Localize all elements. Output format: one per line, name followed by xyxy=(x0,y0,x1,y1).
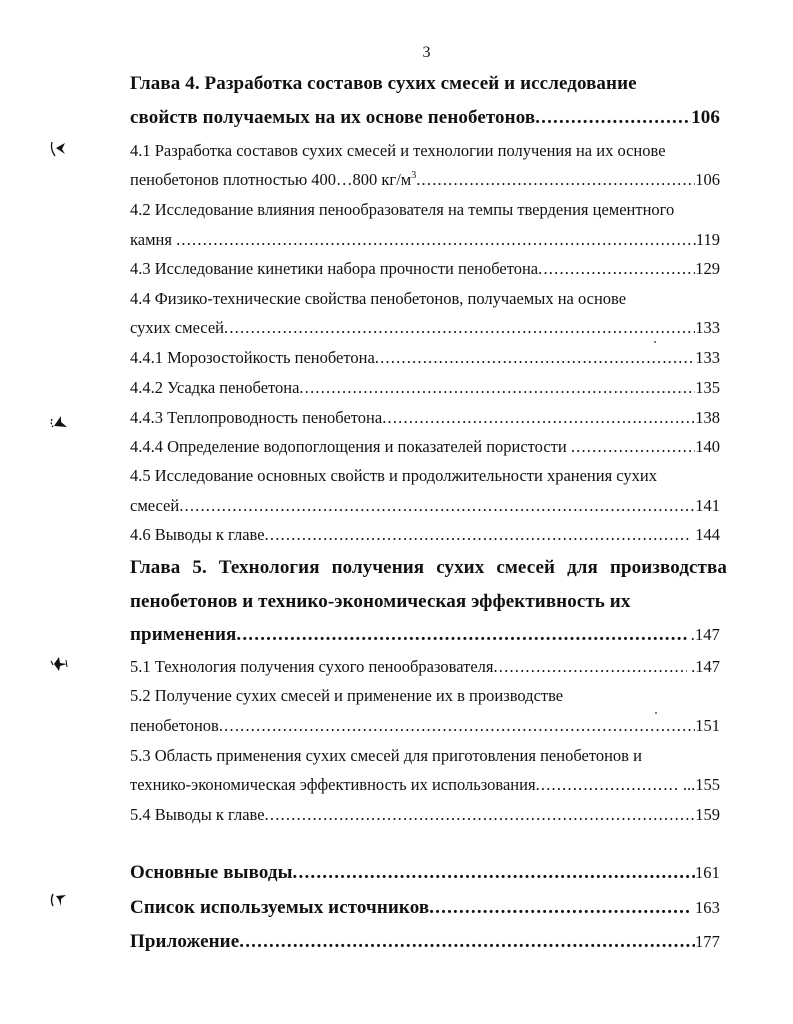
toc-5-3-title-cont: технико-экономическая эффективность их использования xyxy=(130,775,536,794)
toc-4-4-1-title: 4.4.1 Морозостойкость пенобетона xyxy=(130,348,375,367)
chapter-5-entry[interactable] xyxy=(130,624,720,646)
leader-dots xyxy=(416,169,695,191)
toc-5-4-page: 159 xyxy=(695,805,720,824)
toc-4-5-page: 141 xyxy=(695,496,720,515)
chapter-5-word: Технология xyxy=(218,557,320,578)
chapter-5-word: 5. xyxy=(192,557,207,578)
toc-entry-5-2[interactable] xyxy=(130,715,720,737)
leader-dots xyxy=(535,107,691,129)
chapter-5-word: для xyxy=(567,557,598,578)
toc-4-2-line-1 xyxy=(130,199,720,221)
scan-speck xyxy=(655,712,657,714)
chapter-5-page: .147 xyxy=(686,625,720,644)
margin-arrow-mark-icon xyxy=(48,140,70,158)
chapter-5-title-line-1 xyxy=(130,557,727,579)
chapter-4-title-text-2: свойств получаемых на их основе пенобетонов xyxy=(130,107,536,128)
chapter-4-page: 106 xyxy=(691,107,720,128)
toc-4-5-line-1 xyxy=(130,465,720,487)
toc-4-4-title-cont: сухих смесей xyxy=(130,318,224,337)
chapter-4-title-text-1: Глава 4. Разработка составов сухих смесей и исследование xyxy=(130,73,637,94)
toc-5-3-line-1 xyxy=(130,745,720,767)
leader-dots xyxy=(265,804,696,826)
margin-arrow-mark-icon xyxy=(48,413,70,431)
chapter-5-title-text-2: пенобетонов и технико-экономическая эффективность их xyxy=(130,591,631,612)
toc-entry-5-4[interactable] xyxy=(130,804,720,826)
toc-5-1-title: 5.1 Технология получения сухого пенообразователя xyxy=(130,657,494,676)
appendix-page: 177 xyxy=(694,932,720,951)
toc-entry-4-1[interactable] xyxy=(130,169,720,191)
toc-4-1-title-cont xyxy=(130,169,416,191)
toc-5-2-line-1 xyxy=(130,685,720,707)
leader-dots xyxy=(375,347,695,369)
toc-entry-4-2[interactable] xyxy=(130,229,720,251)
toc-4-2-title-cont: камня xyxy=(130,230,177,249)
toc-entry-4-4-4[interactable] xyxy=(130,436,720,458)
leader-dots xyxy=(224,317,695,339)
leader-dots xyxy=(179,495,695,517)
leader-dots xyxy=(536,774,679,796)
chapter-5-word: производства xyxy=(609,557,727,578)
toc-4-2-page: 119 xyxy=(695,230,720,249)
toc-4-4-2-page: 135 xyxy=(695,378,720,397)
toc-4-4-3-page: 138 xyxy=(695,408,720,427)
chapter-4-entry[interactable] xyxy=(130,107,720,129)
leader-dots xyxy=(538,258,695,280)
chapter-5-title-line-2 xyxy=(130,591,720,613)
toc-5-2-page: 151 xyxy=(695,716,720,735)
leader-dots xyxy=(299,377,695,399)
toc-entry-references[interactable] xyxy=(130,897,720,919)
leader-dots xyxy=(219,715,695,737)
toc-4-4-4-page: 140 xyxy=(695,437,720,456)
toc-5-3-page: ...155 xyxy=(678,775,720,794)
leader-dots xyxy=(293,862,695,884)
toc-entry-4-6[interactable] xyxy=(130,524,720,546)
page-number: 3 xyxy=(422,44,431,61)
toc-entry-5-3[interactable] xyxy=(130,774,720,796)
leader-dots xyxy=(239,931,695,953)
toc-4-6-page: 144 xyxy=(691,525,720,544)
references-title: Список используемых источников xyxy=(130,897,430,918)
toc-4-1-line-1 xyxy=(130,140,720,162)
toc-entry-4-5[interactable] xyxy=(130,495,720,517)
toc-4-1-title: 4.1 Разработка составов сухих смесей и технологии получения на их основе xyxy=(130,141,666,160)
toc-4-4-2-title: 4.4.2 Усадка пенобетона xyxy=(130,378,300,397)
toc-4-6-title: 4.6 Выводы к главе xyxy=(130,525,265,544)
toc-4-5-title: 4.5 Исследование основных свойств и продолжительности хранения сухих xyxy=(130,466,657,485)
toc-5-3-title: 5.3 Область применения сухих смесей для приготовления пенобетонов и xyxy=(130,746,642,765)
toc-entry-4-3[interactable] xyxy=(130,258,720,280)
appendix-title: Приложение xyxy=(130,931,240,952)
toc-5-1-page: .147 xyxy=(687,657,720,676)
leader-dots xyxy=(571,436,695,458)
toc-4-3-title: 4.3 Исследование кинетики набора прочности пенобетона xyxy=(130,259,539,278)
toc-5-4-title: 5.4 Выводы к главе xyxy=(130,805,265,824)
toc-4-4-1-page: 133 xyxy=(695,348,720,367)
toc-entry-5-1[interactable] xyxy=(130,656,720,678)
toc-4-1-text: пенобетонов плотностью 400…800 кг/м xyxy=(130,170,412,189)
toc-entry-appendix[interactable] xyxy=(130,931,720,953)
leader-dots xyxy=(176,229,696,251)
toc-4-4-3-title: 4.4.3 Теплопроводность пенобетона xyxy=(130,408,383,427)
chapter-5-word: Глава xyxy=(130,557,181,578)
toc-entry-4-4-1[interactable] xyxy=(130,347,720,369)
conclusions-page: 161 xyxy=(694,863,720,882)
toc-entry-4-4[interactable] xyxy=(130,317,720,339)
leader-dots xyxy=(493,656,687,678)
chapter-5-title-text-3: применения xyxy=(130,624,237,645)
leader-dots xyxy=(265,524,692,546)
toc-4-5-title-cont: смесей xyxy=(130,496,180,515)
chapter-4-title-line-1 xyxy=(130,73,720,95)
toc-4-4-line-1 xyxy=(130,288,720,310)
superscript-3: 3 xyxy=(411,170,417,181)
toc-4-4-4-title: 4.4.4 Определение водопоглощения и показателей пористости xyxy=(130,437,571,456)
chapter-5-word: смесей xyxy=(496,557,556,578)
toc-4-3-page: 129 xyxy=(695,259,720,278)
conclusions-title: Основные выводы xyxy=(130,862,293,883)
margin-arrow-mark-icon xyxy=(48,655,70,673)
leader-dots xyxy=(236,624,686,646)
scan-speck xyxy=(654,341,656,343)
chapter-5-word: сухих xyxy=(436,557,485,578)
toc-4-1-page: 106 xyxy=(695,170,720,189)
margin-arrow-mark-icon xyxy=(48,891,70,909)
toc-4-4-title: 4.4 Физико-технические свойства пенобетонов, получаемых на основе xyxy=(130,289,627,308)
toc-5-2-title-cont: пенобетонов xyxy=(130,716,219,735)
leader-dots xyxy=(429,897,691,919)
toc-entry-4-4-3[interactable] xyxy=(130,407,720,429)
toc-5-2-title: 5.2 Получение сухих смесей и применение их в производстве xyxy=(130,686,564,705)
toc-entry-4-4-2[interactable] xyxy=(130,377,720,399)
toc-entry-conclusions[interactable] xyxy=(130,862,720,884)
toc-4-2-title: 4.2 Исследование влияния пенообразователя на темпы твердения цементного xyxy=(130,200,675,219)
chapter-5-word: получения xyxy=(331,557,425,578)
leader-dots xyxy=(382,407,695,429)
toc-4-4-page: 133 xyxy=(695,318,720,337)
references-page: 163 xyxy=(690,898,720,917)
